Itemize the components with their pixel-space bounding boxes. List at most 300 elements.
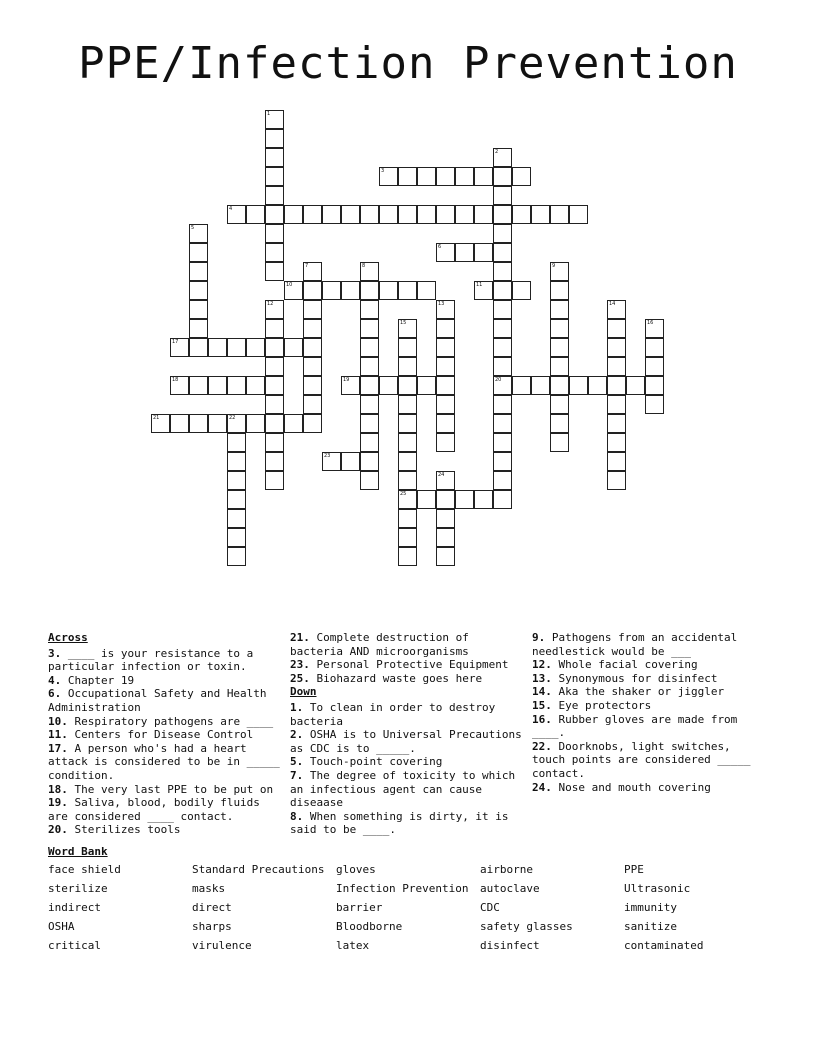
grid-cell[interactable] <box>436 528 455 547</box>
grid-cell[interactable] <box>265 433 284 452</box>
across-clue <box>290 672 522 686</box>
down-clue <box>532 781 764 795</box>
grid-cell[interactable] <box>265 338 284 357</box>
grid-cell[interactable] <box>360 452 379 471</box>
across-clue <box>48 783 280 797</box>
word-bank-item: Ultrasonic <box>624 882 691 895</box>
word-bank-item: autoclave <box>480 882 540 895</box>
grid-cell[interactable] <box>645 376 664 395</box>
grid-cell[interactable] <box>455 205 474 224</box>
grid-cell[interactable] <box>645 338 664 357</box>
clue-text: Saliva, blood, bodily fluids are considered ____ contact. <box>48 796 260 823</box>
down-clue <box>532 699 764 713</box>
clue-number: 11. <box>48 728 68 742</box>
grid-cell[interactable] <box>322 452 341 471</box>
grid-cell[interactable] <box>265 452 284 471</box>
grid-cell[interactable] <box>455 490 474 509</box>
clue-text: Respiratory pathogens are ____ <box>67 714 274 728</box>
grid-cell[interactable] <box>493 414 512 433</box>
clue-text: Chapter 19 <box>61 673 135 687</box>
grid-cell[interactable] <box>360 300 379 319</box>
clue-text: Rubber gloves are made from ____. <box>532 712 738 740</box>
across-clue <box>48 687 280 714</box>
grid-cell[interactable] <box>398 414 417 433</box>
grid-cell[interactable] <box>607 319 626 338</box>
grid-cell[interactable] <box>360 262 379 281</box>
clue-text: ____ is your resistance to a particular infection or toxin. <box>48 646 254 674</box>
grid-cell[interactable] <box>455 167 474 186</box>
grid-cell[interactable] <box>246 376 265 395</box>
grid-cell[interactable] <box>417 490 436 509</box>
grid-cell[interactable] <box>417 281 436 300</box>
cell-number: 19 <box>343 377 350 383</box>
grid-cell[interactable] <box>284 281 303 300</box>
grid-cell[interactable] <box>360 338 379 357</box>
grid-cell[interactable] <box>493 262 512 281</box>
cell-number: 22 <box>229 415 236 421</box>
clue-text: The degree of toxicity to which an infectious agent can cause diseaase <box>290 768 516 810</box>
grid-cell[interactable] <box>189 319 208 338</box>
grid-cell[interactable] <box>626 376 645 395</box>
clue-text: Sterilizes tools <box>67 823 181 837</box>
across-clue <box>48 796 280 823</box>
grid-cell[interactable] <box>398 167 417 186</box>
clue-number: 12. <box>532 658 552 672</box>
grid-cell[interactable] <box>493 300 512 319</box>
clue-text: The very last PPE to be put on <box>67 782 274 796</box>
grid-cell[interactable] <box>645 357 664 376</box>
grid-cell[interactable] <box>493 338 512 357</box>
grid-cell[interactable] <box>493 243 512 262</box>
grid-cell[interactable] <box>303 414 322 433</box>
grid-cell[interactable] <box>360 281 379 300</box>
cell-number: 15 <box>400 320 407 326</box>
grid-cell[interactable] <box>265 414 284 433</box>
grid-cell[interactable] <box>360 376 379 395</box>
clue-text: Biohazard waste goes here <box>309 671 483 685</box>
grid-cell[interactable] <box>189 224 208 243</box>
cell-number: 14 <box>609 301 616 307</box>
grid-cell[interactable] <box>322 205 341 224</box>
grid-cell[interactable] <box>265 224 284 243</box>
word-bank <box>48 845 768 953</box>
grid-cell[interactable] <box>493 205 512 224</box>
grid-cell[interactable] <box>550 281 569 300</box>
word-bank-item: direct <box>192 901 232 914</box>
grid-cell[interactable] <box>360 319 379 338</box>
clue-text: Touch-point covering <box>303 755 443 769</box>
grid-cell[interactable] <box>512 205 531 224</box>
grid-cell[interactable] <box>379 167 398 186</box>
grid-cell[interactable] <box>246 338 265 357</box>
grid-cell[interactable] <box>493 281 512 300</box>
grid-cell[interactable] <box>360 471 379 490</box>
grid-cell[interactable] <box>550 205 569 224</box>
grid-cell[interactable] <box>227 433 246 452</box>
grid-cell[interactable] <box>265 395 284 414</box>
grid-cell[interactable] <box>265 110 284 129</box>
grid-cell[interactable] <box>303 262 322 281</box>
grid-cell[interactable] <box>189 262 208 281</box>
clue-text: When something is dirty, it is said to be ____. <box>290 809 509 837</box>
clue-text: Nose and mouth covering <box>551 780 711 794</box>
grid-cell[interactable] <box>436 490 455 509</box>
grid-cell[interactable] <box>303 376 322 395</box>
grid-cell[interactable] <box>436 547 455 566</box>
grid-cell[interactable] <box>550 395 569 414</box>
grid-cell[interactable] <box>170 376 189 395</box>
grid-cell[interactable] <box>227 338 246 357</box>
clue-number: 6. <box>48 687 62 701</box>
word-bank-item: Bloodborne <box>336 920 403 933</box>
grid-cell[interactable] <box>398 433 417 452</box>
across-clue <box>48 674 280 688</box>
down-clue <box>290 755 522 769</box>
clue-number: 15. <box>532 698 552 712</box>
cell-number: 4 <box>229 206 233 212</box>
down-clue <box>290 769 522 810</box>
word-bank-item: OSHA <box>48 920 75 933</box>
cell-number: 3 <box>381 168 385 174</box>
grid-cell[interactable] <box>246 205 265 224</box>
clue-number: 8. <box>290 809 304 823</box>
grid-cell[interactable] <box>436 319 455 338</box>
down-clue <box>532 658 764 672</box>
grid-cell[interactable] <box>227 471 246 490</box>
grid-cell[interactable] <box>151 414 170 433</box>
grid-cell[interactable] <box>417 167 436 186</box>
word-bank-item: face shield <box>48 863 121 876</box>
grid-cell[interactable] <box>436 414 455 433</box>
grid-cell[interactable] <box>284 205 303 224</box>
clue-number: 22. <box>532 739 552 753</box>
clue-text: To clean in order to destroy bacteria <box>290 700 496 728</box>
grid-cell[interactable] <box>189 338 208 357</box>
grid-cell[interactable] <box>436 433 455 452</box>
grid-cell[interactable] <box>303 395 322 414</box>
clue-text: Aka the shaker or jiggler <box>551 685 725 699</box>
word-bank-item: CDC <box>480 901 500 914</box>
grid-cell[interactable] <box>189 414 208 433</box>
grid-cell[interactable] <box>607 300 626 319</box>
grid-cell[interactable] <box>398 319 417 338</box>
grid-cell[interactable] <box>550 338 569 357</box>
grid-cell[interactable] <box>493 224 512 243</box>
grid-cell[interactable] <box>436 357 455 376</box>
grid-cell[interactable] <box>512 281 531 300</box>
clue-text: Personal Protective Equipment <box>309 658 509 672</box>
clues-column-1 <box>48 631 280 837</box>
grid-cell[interactable] <box>474 205 493 224</box>
grid-cell[interactable] <box>341 376 360 395</box>
grid-cell[interactable] <box>474 243 493 262</box>
grid-cell[interactable] <box>493 357 512 376</box>
grid-cell[interactable] <box>341 452 360 471</box>
grid-cell[interactable] <box>303 319 322 338</box>
grid-cell[interactable] <box>493 471 512 490</box>
cell-number: 24 <box>438 472 445 478</box>
grid-cell[interactable] <box>189 300 208 319</box>
grid-cell[interactable] <box>341 281 360 300</box>
clue-number: 1. <box>290 700 304 714</box>
cell-number: 23 <box>324 453 331 459</box>
grid-cell[interactable] <box>189 243 208 262</box>
grid-cell[interactable] <box>436 300 455 319</box>
grid-cell[interactable] <box>227 452 246 471</box>
clue-number: 16. <box>532 712 552 726</box>
across-clue <box>48 823 280 837</box>
clue-number: 17. <box>48 741 68 755</box>
grid-cell[interactable] <box>284 414 303 433</box>
grid-cell[interactable] <box>550 433 569 452</box>
grid-cell[interactable] <box>607 471 626 490</box>
grid-cell[interactable] <box>303 205 322 224</box>
grid-cell[interactable] <box>303 300 322 319</box>
clue-text: Pathogens from an accidental needlestick would be ___ <box>532 631 738 658</box>
grid-cell[interactable] <box>645 395 664 414</box>
grid-cell[interactable] <box>398 471 417 490</box>
grid-cell[interactable] <box>360 414 379 433</box>
grid-cell[interactable] <box>208 376 227 395</box>
grid-cell[interactable] <box>493 186 512 205</box>
grid-cell[interactable] <box>265 243 284 262</box>
cell-number: 7 <box>305 263 309 269</box>
grid-cell[interactable] <box>493 167 512 186</box>
grid-cell[interactable] <box>265 376 284 395</box>
cell-number: 25 <box>400 491 407 497</box>
down-clue <box>532 672 764 686</box>
grid-cell[interactable] <box>493 395 512 414</box>
grid-cell[interactable] <box>550 376 569 395</box>
word-bank-grid <box>48 863 768 953</box>
grid-cell[interactable] <box>550 357 569 376</box>
grid-cell[interactable] <box>607 338 626 357</box>
grid-cell[interactable] <box>208 414 227 433</box>
word-bank-item: sharps <box>192 920 232 933</box>
grid-cell[interactable] <box>303 281 322 300</box>
cell-number: 20 <box>495 377 502 383</box>
grid-cell[interactable] <box>227 490 246 509</box>
cell-number: 5 <box>191 225 195 231</box>
word-bank-item: contaminated <box>624 939 704 952</box>
grid-cell[interactable] <box>512 167 531 186</box>
grid-cell[interactable] <box>550 300 569 319</box>
word-bank-item: Infection Prevention <box>336 882 469 895</box>
grid-cell[interactable] <box>246 414 265 433</box>
grid-cell[interactable] <box>398 205 417 224</box>
grid-cell[interactable] <box>493 433 512 452</box>
word-bank-item: critical <box>48 939 101 952</box>
grid-cell[interactable] <box>360 205 379 224</box>
word-bank-item: Standard Precautions <box>192 863 325 876</box>
across-clue <box>48 728 280 742</box>
cell-number: 13 <box>438 301 445 307</box>
clue-number: 14. <box>532 685 552 699</box>
word-bank-item: disinfect <box>480 939 540 952</box>
clues-column-2 <box>290 631 522 837</box>
grid-cell[interactable] <box>645 319 664 338</box>
grid-cell[interactable] <box>436 243 455 262</box>
grid-cell[interactable] <box>303 338 322 357</box>
grid-cell[interactable] <box>493 490 512 509</box>
grid-cell[interactable] <box>170 338 189 357</box>
grid-cell[interactable] <box>398 528 417 547</box>
cell-number: 10 <box>286 282 293 288</box>
grid-cell[interactable] <box>436 395 455 414</box>
clue-number: 21. <box>290 631 310 644</box>
grid-cell[interactable] <box>436 167 455 186</box>
grid-cell[interactable] <box>265 471 284 490</box>
grid-cell[interactable] <box>474 167 493 186</box>
grid-cell[interactable] <box>379 376 398 395</box>
clue-number: 5. <box>290 755 304 769</box>
grid-cell[interactable] <box>493 452 512 471</box>
grid-cell[interactable] <box>398 547 417 566</box>
down-clue <box>290 728 522 755</box>
clue-number: 24. <box>532 780 552 794</box>
clue-number: 13. <box>532 671 552 685</box>
across-clue <box>48 742 280 783</box>
grid-cell[interactable] <box>227 509 246 528</box>
grid-cell[interactable] <box>398 509 417 528</box>
grid-cell[interactable] <box>227 414 246 433</box>
clue-number: 18. <box>48 782 68 796</box>
grid-cell[interactable] <box>265 205 284 224</box>
grid-cell[interactable] <box>227 547 246 566</box>
cell-number: 1 <box>267 111 271 117</box>
grid-cell[interactable] <box>360 357 379 376</box>
clues-column-3 <box>532 631 764 794</box>
grid-cell[interactable] <box>398 357 417 376</box>
clue-text: Centers for Disease Control <box>67 728 254 742</box>
grid-cell[interactable] <box>265 319 284 338</box>
grid-cell[interactable] <box>607 357 626 376</box>
grid-cell[interactable] <box>436 338 455 357</box>
grid-cell[interactable] <box>227 376 246 395</box>
grid-cell[interactable] <box>398 281 417 300</box>
grid-cell[interactable] <box>417 376 436 395</box>
grid-cell[interactable] <box>531 376 550 395</box>
grid-cell[interactable] <box>569 376 588 395</box>
grid-cell[interactable] <box>455 243 474 262</box>
grid-cell[interactable] <box>265 186 284 205</box>
word-bank-item: indirect <box>48 901 101 914</box>
grid-cell[interactable] <box>607 433 626 452</box>
grid-cell[interactable] <box>436 376 455 395</box>
grid-cell[interactable] <box>398 395 417 414</box>
grid-cell[interactable] <box>474 281 493 300</box>
across-clue <box>48 647 280 674</box>
cell-number: 16 <box>647 320 654 326</box>
grid-cell[interactable] <box>607 452 626 471</box>
grid-cell[interactable] <box>436 509 455 528</box>
grid-cell[interactable] <box>398 490 417 509</box>
down-clue <box>532 631 764 658</box>
word-bank-item: PPE <box>624 863 644 876</box>
grid-cell[interactable] <box>322 281 341 300</box>
grid-cell[interactable] <box>189 376 208 395</box>
grid-cell[interactable] <box>417 205 436 224</box>
word-bank-item: barrier <box>336 901 383 914</box>
grid-cell[interactable] <box>398 452 417 471</box>
grid-cell[interactable] <box>208 338 227 357</box>
grid-cell[interactable] <box>493 319 512 338</box>
grid-cell[interactable] <box>265 129 284 148</box>
grid-cell[interactable] <box>588 376 607 395</box>
grid-cell[interactable] <box>436 471 455 490</box>
grid-cell[interactable] <box>170 414 189 433</box>
grid-cell[interactable] <box>360 395 379 414</box>
grid-cell[interactable] <box>550 319 569 338</box>
word-bank-item: immunity <box>624 901 677 914</box>
grid-cell[interactable] <box>341 205 360 224</box>
down-clue <box>532 685 764 699</box>
across-clue <box>290 658 522 672</box>
cell-number: 6 <box>438 244 442 250</box>
grid-cell[interactable] <box>265 167 284 186</box>
down-heading: Down <box>290 685 317 699</box>
down-clue <box>532 740 764 781</box>
clue-number: 19. <box>48 796 68 810</box>
clue-text: Complete destruction of bacteria AND microorganisms <box>290 631 469 658</box>
grid-cell[interactable] <box>227 528 246 547</box>
grid-cell[interactable] <box>607 376 626 395</box>
grid-cell[interactable] <box>189 281 208 300</box>
grid-cell[interactable] <box>512 376 531 395</box>
grid-cell[interactable] <box>265 148 284 167</box>
grid-cell[interactable] <box>607 414 626 433</box>
clue-text: A person who's had a heart attack is considered to be in _____ condition. <box>48 741 280 782</box>
grid-cell[interactable] <box>360 433 379 452</box>
grid-cell[interactable] <box>569 205 588 224</box>
grid-cell[interactable] <box>436 205 455 224</box>
grid-cell[interactable] <box>531 205 550 224</box>
grid-cell[interactable] <box>227 205 246 224</box>
grid-cell[interactable] <box>493 148 512 167</box>
grid-cell[interactable] <box>379 205 398 224</box>
grid-cell[interactable] <box>398 376 417 395</box>
cell-number: 21 <box>153 415 160 421</box>
grid-cell[interactable] <box>550 414 569 433</box>
word-bank-item: latex <box>336 939 370 952</box>
clue-text: Eye protectors <box>551 698 652 712</box>
across-clue <box>290 631 522 658</box>
clue-number: 9. <box>532 631 546 644</box>
grid-cell[interactable] <box>265 262 284 281</box>
clue-number: 20. <box>48 823 68 837</box>
grid-cell[interactable] <box>474 490 493 509</box>
grid-cell[interactable] <box>265 300 284 319</box>
grid-cell[interactable] <box>303 357 322 376</box>
clue-number: 23. <box>290 658 310 672</box>
word-bank-item: sanitize <box>624 920 677 933</box>
grid-cell[interactable] <box>550 262 569 281</box>
clue-number: 4. <box>48 673 62 687</box>
page-title: PPE/Infection Prevention <box>78 38 738 89</box>
down-clue <box>290 701 522 728</box>
grid-cell[interactable] <box>265 357 284 376</box>
word-bank-item: virulence <box>192 939 252 952</box>
grid-cell[interactable] <box>398 338 417 357</box>
grid-cell[interactable] <box>379 281 398 300</box>
word-bank-item: masks <box>192 882 226 895</box>
cell-number: 8 <box>362 263 366 269</box>
grid-cell[interactable] <box>493 376 512 395</box>
grid-cell[interactable] <box>284 338 303 357</box>
clue-number: 3. <box>48 646 62 660</box>
grid-cell[interactable] <box>607 395 626 414</box>
cell-number: 12 <box>267 301 274 307</box>
